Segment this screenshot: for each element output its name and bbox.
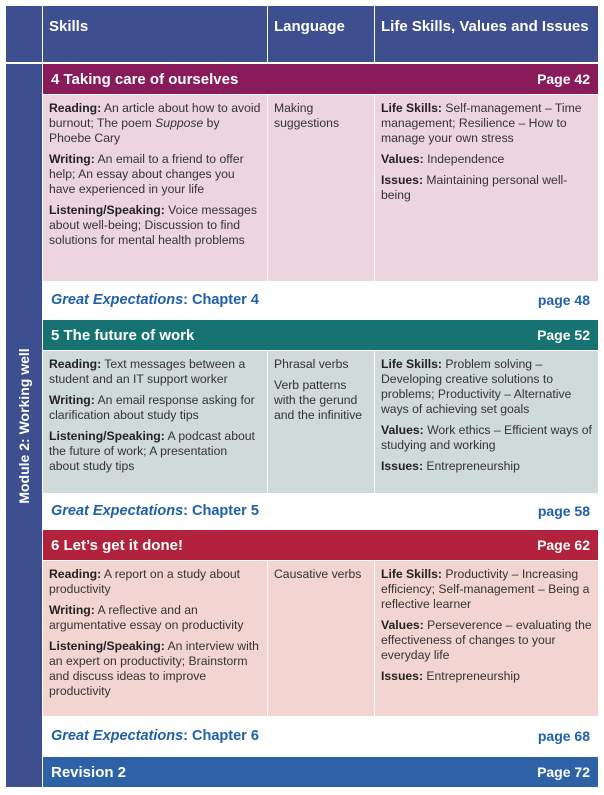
ge-title: Great Expectations: [51, 503, 184, 519]
unit-4-life-skills: [375, 95, 598, 281]
entry: Listening/Speaking: Voice messages about well-being; Discussion to find solutions for mental health problems: [49, 203, 257, 247]
entry: Writing: An email response asking for clarification about study tips: [49, 393, 255, 422]
entry-label: Listening/Speaking:: [49, 203, 165, 217]
ge-chapter: : Chapter 6: [183, 728, 259, 744]
entry: Life Skills: Self-management – Time management; Resilience – How to manage your own stress: [381, 101, 582, 145]
entry-label: Listening/Speaking:: [49, 639, 165, 653]
header-corner: [6, 6, 42, 62]
unit-4-title-bar[interactable]: [43, 64, 598, 94]
revision-title: Revision 2: [51, 763, 127, 781]
entry: Values: Perseverence – evaluating the effectiveness of changes to your everyday life: [381, 618, 592, 662]
ge-page: page 58: [537, 503, 590, 519]
entry-label: Issues:: [381, 459, 424, 473]
unit-page: Page 52: [537, 327, 590, 343]
unit-4-skills: [43, 95, 267, 281]
unit-4-language: [268, 95, 374, 281]
entry-label: Reading:: [49, 101, 102, 115]
unit-page: Page 42: [537, 71, 590, 87]
entry-label: Listening/Speaking:: [49, 429, 165, 443]
great-expectations-chapter-5[interactable]: [43, 494, 598, 528]
entry-label: Issues:: [381, 669, 424, 683]
module-label: Module 2: Working well: [16, 347, 32, 504]
entry: Issues: Maintaining personal well-being: [381, 173, 568, 202]
entry: Life Skills: Productivity – Increasing efficiency; Self-management – Being a reflective learner: [381, 567, 590, 611]
entry-label: Life Skills:: [381, 567, 442, 581]
unit-title: 5 The future of work: [51, 326, 195, 344]
entry-label: Reading:: [49, 567, 102, 581]
unit-title: 6 Let’s get it done!: [51, 536, 183, 554]
unit-title: 4 Taking care of ourselves: [51, 70, 239, 88]
ge-chapter: : Chapter 4: [183, 292, 259, 308]
revision-page: Page 72: [537, 764, 590, 780]
entry: Reading: A report on a study about productivity: [49, 567, 241, 596]
unit-6-title-bar[interactable]: [43, 530, 598, 560]
unit-5-life-skills: [375, 351, 598, 493]
entry-label: Writing:: [49, 603, 95, 617]
language-item: Verb patterns with the gerund and the infinitive: [274, 378, 363, 422]
entry: Writing: A reflective and an argumentative essay on productivity: [49, 603, 244, 632]
header-skills: Skills: [43, 6, 267, 62]
entry: Writing: An email to a friend to offer help; An essay about changes you have experienced in your life: [49, 152, 244, 196]
entry: Reading: Text messages between a student and an IT support worker: [49, 357, 246, 386]
language-item: Making suggestions: [274, 101, 340, 130]
ge-title: Great Expectations: [51, 292, 184, 308]
entry: Life Skills: Problem solving – Developing creative solutions to problems; Productivity – Alternative ways of achieving set goals: [381, 357, 572, 416]
entry-label: Life Skills:: [381, 101, 442, 115]
language-item: Phrasal verbs: [274, 357, 349, 371]
entry: Values: Independence: [381, 152, 505, 166]
entry: Reading: An article about how to avoid burnout; The poem Suppose by Phoebe Cary: [49, 101, 261, 145]
entry-label: Values:: [381, 423, 424, 437]
entry-label: Writing:: [49, 393, 95, 407]
entry: Listening/Speaking: An interview with an expert on productivity; Brainstorm and discuss ideas to improve productivity: [49, 639, 259, 698]
ge-page: page 68: [537, 728, 590, 744]
ge-chapter: : Chapter 5: [183, 503, 259, 519]
unit-6-skills: [43, 561, 267, 716]
unit-6-language: [268, 561, 374, 716]
unit-5-skills: [43, 351, 267, 493]
unit-page: Page 62: [537, 537, 590, 553]
module-side-bar: [6, 64, 42, 787]
revision-bar[interactable]: [43, 757, 598, 787]
entry-label: Values:: [381, 618, 424, 632]
unit-5-title-bar[interactable]: [43, 320, 598, 350]
entry-label: Reading:: [49, 357, 102, 371]
header-life-skills: Life Skills, Values and Issues: [375, 6, 598, 62]
entry-label: Writing:: [49, 152, 95, 166]
header-language: Language: [268, 6, 374, 62]
great-expectations-chapter-6[interactable]: [43, 719, 598, 753]
language-item: Causative verbs: [274, 567, 362, 581]
entry: Values: Work ethics – Efficient ways of studying and working: [381, 423, 592, 452]
entry-label: Values:: [381, 152, 424, 166]
ge-title: Great Expectations: [51, 728, 184, 744]
great-expectations-chapter-4[interactable]: [43, 283, 598, 317]
entry: Issues: Entrepreneurship: [381, 459, 520, 473]
unit-5-language: [268, 351, 374, 493]
ge-page: page 48: [537, 292, 590, 308]
entry: Issues: Entrepreneurship: [381, 669, 520, 683]
entry-label: Issues:: [381, 173, 424, 187]
entry-label: Life Skills:: [381, 357, 442, 371]
unit-6-life-skills: [375, 561, 598, 716]
italic-title: Suppose: [155, 116, 204, 130]
entry: Listening/Speaking: A podcast about the future of work; A presentation about study tips: [49, 429, 255, 473]
